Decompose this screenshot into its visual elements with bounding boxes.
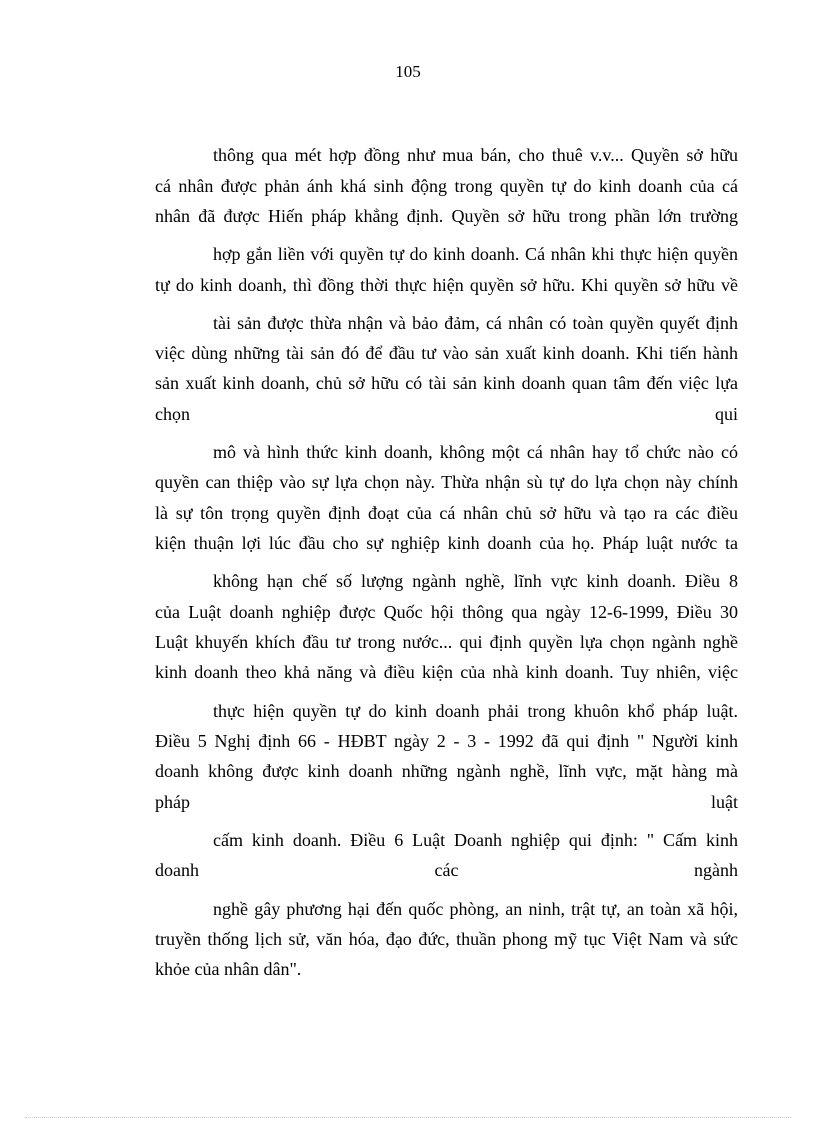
text-line: pháp luật [155, 792, 738, 812]
page-number: 105 [395, 62, 421, 81]
text-line: quyền can thiệp vào sự lựa chọn này. Thừa nhận sù tự do lựa chọn này chính [155, 472, 738, 492]
text-line: chọn qui [155, 404, 738, 424]
text-line: doanh không được kinh doanh những ngành nghề, lĩnh vực, mặt hàng mà [155, 761, 738, 781]
text-line: tự do kinh doanh, thì đồng thời thực hiện quyền sở hữu. Khi quyền sở hữu về [155, 275, 738, 295]
text-line: là sự tôn trọng quyền định đoạt của cá nhân chủ sở hữu và tạo ra các điều [155, 503, 738, 523]
text-line: thực hiện quyền tự do kinh doanh phải trong khuôn khổ pháp luật. [213, 701, 738, 721]
text-line: hợp gắn liền với quyền tự do kinh doanh. Cá nhân khi thực hiện quyền [213, 244, 738, 264]
page-bottom-rule [25, 1117, 791, 1118]
text-line: việc dùng những tài sản đó để đầu tư vào sản xuất kinh doanh. Khi tiến hành [155, 343, 738, 363]
text-line: cá nhân được phản ánh khá sinh động trong quyền tự do kinh doanh của cá [155, 176, 738, 196]
text-line: sản xuất kinh doanh, chủ sở hữu có tài sản kinh doanh quan tâm đến việc lựa [155, 373, 738, 393]
text-line: kinh doanh theo khả năng và điều kiện của nhà kinh doanh. Tuy nhiên, việc [155, 662, 738, 682]
text-line: khỏe của nhân dân". [155, 959, 302, 979]
text-line: mô và hình thức kinh doanh, không một cá nhân hay tổ chức nào có [213, 442, 738, 462]
text-line: doanh các ngành [155, 860, 738, 880]
text-line: tài sản được thừa nhận và bảo đảm, cá nhân có toàn quyền quyết định [213, 313, 738, 333]
text-line: truyền thống lịch sử, văn hóa, đạo đức, thuần phong mỹ tục Việt Nam và sức [155, 929, 738, 949]
text-line: kiện thuận lợi lúc đầu cho sự nghiệp kinh doanh của họ. Pháp luật nước ta [155, 533, 738, 553]
text-line: Luật khuyến khích đầu tư trong nước... qui định quyền lựa chọn ngành nghề [155, 632, 738, 652]
text-line: Điều 5 Nghị định 66 - HĐBT ngày 2 - 3 - 1992 đã qui định " Người kinh [155, 731, 738, 751]
text-line: thông qua mét hợp đồng như mua bán, cho thuê v.v... Quyền sở hữu [213, 145, 738, 165]
text-line: của Luật doanh nghiệp được Quốc hội thông qua ngày 12-6-1999, Điều 30 [155, 602, 738, 622]
text-line: không hạn chế số lượng ngành nghề, lĩnh vực kinh doanh. Điều 8 [213, 571, 738, 591]
text-line: cấm kinh doanh. Điều 6 Luật Doanh nghiệp qui định: " Cấm kinh [213, 830, 738, 850]
text-line: nhân đã được Hiến pháp khẳng định. Quyền sở hữu trong phần lớn trường [155, 206, 738, 226]
text-line: nghề gây phương hại đến quốc phòng, an ninh, trật tự, an toàn xã hội, [213, 899, 738, 919]
